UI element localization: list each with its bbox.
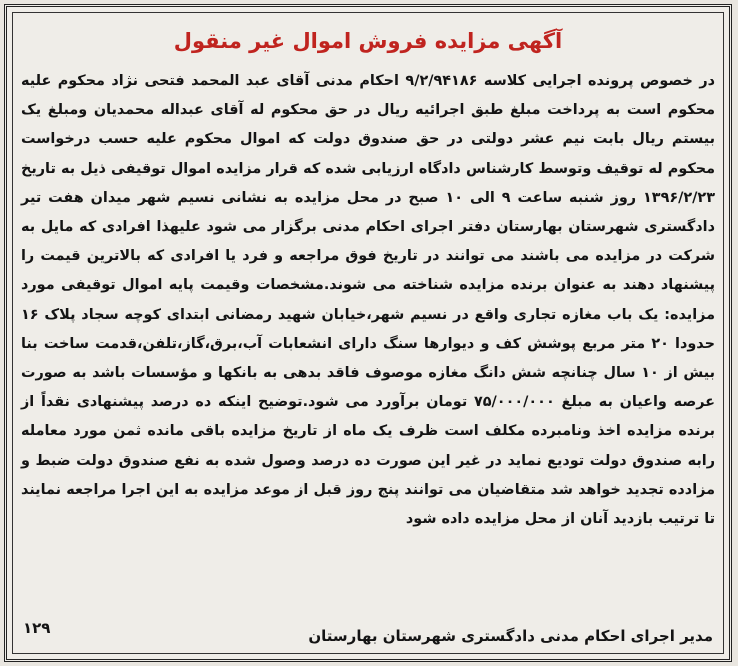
- notice-body: در خصوص پرونده اجرایی کلاسه ۹/۲/۹۴۱۸۶ احکام مدنی آقای عبد المحمد فتحی نژاد محکوم علیه محکوم است به پرداخت مبلغ طبق اجرائیه ریال در حق محکوم له آقای عبداله محمدیان ومبلغ یک بیستم ریال بابت نیم عشر دولتی در حق صندوق دولت که اموال محکوم علیه حسب درخواست محکوم له توقیف وتوسط کارشناس دادگاه ارزیابی شده که قرار مزایده اموال توقیفی ذیل به تاریخ ۱۳۹۶/۲/۲۳ روز شنبه ساعت ۹ الی ۱۰ صبح در محل مزایده به نشانی نسیم شهر میدان هفت تیر دادگستری شهرستان بهارستان دفتر اجرای احکام مدنی برگزار می شود علیهذا افرادی که مایل به شرکت در مزایده می باشند می توانند در تاریخ فوق مراجعه و فرد یا افرادی که بالاترین قیمت را پیشنهاد دهند به عنوان برنده مزایده شناخته می شوند.مشخصات وقیمت پایه اموال توقیفی مورد مزایده: یک باب مغازه تجاری واقع در نسیم شهر،خیابان شهید رمضانی ابتدای کوچه سجاد پلاک ۱۶ حدودا ۲۰ متر مربع پوشش کف و دیوارها سنگ دارای انشعابات آب،برق،گاز،تلفن،قدمت ساخت بنا بیش از ۱۰ سال چنانچه شش دانگ مغازه موصوف فاقد بدهی به بانکها و مؤسسات باشد به صورت عرصه واعیان به مبلغ ۷۵/۰۰۰/۰۰۰ تومان برآورد می شود.توضیح اینکه ده درصد پیشنهادی نقداً از برنده مزایده اخذ ونامبرده مکلف است ظرف یک ماه از تاریخ مزایده باقی مانده ثمن مورد معامله رابه صندوق دولت تودیع نماید در غیر این صورت ده درصد وصول شده به نفع صندوق دولت ضبط و مزادده تجدید خواهد شد متقاضیان می توانند پنج روز قبل از موعد مزایده به این اجرا مراجعه نمایند تا ترتیب بازدید آنان از محل مزایده داده شود: [21, 73, 716, 528]
- notice-signature: مدیر اجرای احکام مدنی دادگستری شهرستان بهارستان: [308, 627, 713, 645]
- notice-number: ۱۲۹: [23, 619, 51, 637]
- notice-title: آگهی مزایده فروش اموال غیر منقول: [173, 29, 563, 53]
- notice-frame: [4, 4, 732, 662]
